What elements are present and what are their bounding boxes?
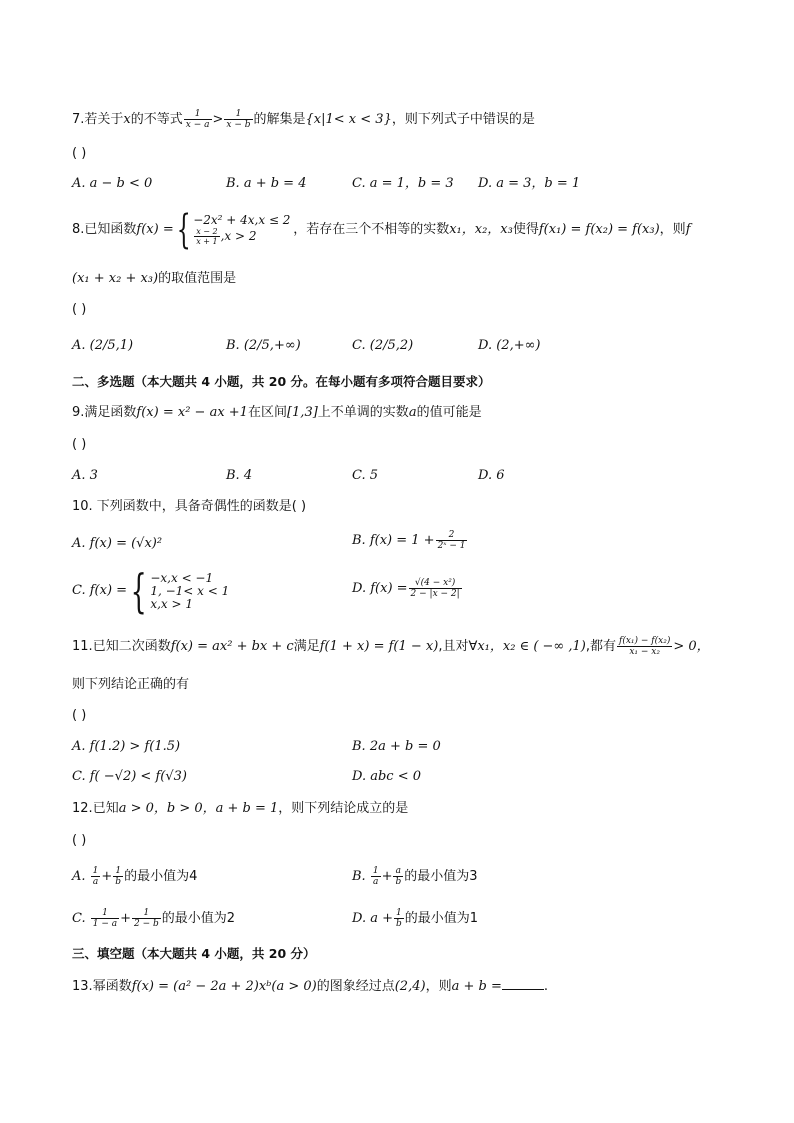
q7-option-d: D. a = 3，b = 1 — [478, 176, 581, 191]
question-12: 12.已知a > 0，b > 0，a + b = 1，则下列结论成立的是 — [72, 801, 409, 816]
q8-option-a: A. (2/5,1) — [72, 338, 134, 353]
q7-option-a: A. a − b < 0 — [72, 176, 153, 191]
q9-option-a: A. 3 — [72, 468, 98, 483]
section-heading-fill-in: 三、填空题（本大题共 4 小题，共 20 分） — [72, 946, 316, 961]
q10-option-d: D. f(x) = $\frac{\text{√(4 − x²)}}{2 - |x - 2|}$ — [352, 578, 460, 599]
q8-option-d: D. (2,+∞) — [478, 338, 541, 353]
q12-option-a: A. $\frac{1}{a}$ + $\frac{1}{b}$ 的最小值为4 — [72, 866, 198, 887]
q11-option-c: C. f( −√2) < f(√3) — [72, 769, 187, 784]
q11-option-d: D. abc < 0 — [352, 769, 422, 784]
q11-option-b: B. 2a + b = 0 — [352, 739, 441, 754]
q11-option-a: A. f(1.2) > f(1.5) — [72, 739, 181, 754]
q10-option-b: B. f(x) = 1 + $\frac{2}{\text{2ˣ − 1}}$ — [352, 530, 466, 551]
question-8-line2: (x₁ + x₂ + x₃)的取值范围是 — [72, 271, 237, 286]
q7-option-c: C. a = 1，b = 3 — [352, 176, 454, 191]
q8-option-b: B. (2/5,+∞) — [226, 338, 301, 353]
q8-option-c: C. (2/5,2) — [352, 338, 414, 353]
q9-option-d: D. 6 — [478, 468, 505, 483]
question-11: 11.已知二次函数f(x) = ax² + bx + c满足f(1 + x) = f(1 − x),且对∀x₁，x₂ ∈ ( −∞ ,1),都有 $\frac{\text{f(x₁) − f(x₂)}}{\text{x₁ − x₂}}$ > 0， — [72, 636, 710, 657]
question-13: 13.幂函数f(x) = (a² − 2a + 2)xᵇ(a > 0)的图象经过点(2,4)，则a + b = . — [72, 979, 548, 994]
answer-paren: ( ) — [72, 833, 87, 848]
answer-blank[interactable] — [502, 977, 544, 990]
piecewise-cases: −2x² + 4x,x ≤ 2 $\frac{x - 2}{x + 1}$ ,x > 2 — [193, 212, 291, 246]
q12-option-d: D. a + $\frac{1}{b}$ 的最小值为1 — [352, 908, 479, 929]
q12-option-c: C. $\frac{1}{1 - a}$ + $\frac{1}{2 - b}$ 的最小值为2 — [72, 908, 236, 929]
answer-paren: ( ) — [72, 708, 87, 723]
question-9: 9.满足函数f(x) = x² − ax +1在区间[1,3]上不单调的实数a的值可能是 — [72, 405, 482, 420]
q10-option-c: C. f(x) ={ −x,x < −1 1, −1< x < 1 x,x > 1 — [72, 564, 230, 618]
fraction: $\frac{1}{x - a}$ — [185, 109, 210, 130]
question-11-line2: 则下列结论正确的有 — [72, 677, 190, 692]
q7-option-b: B. a + b = 4 — [226, 176, 307, 191]
answer-paren: ( ) — [72, 146, 87, 161]
q10-option-a: A. f(x) = (√x)² — [72, 536, 163, 551]
answer-paren: ( ) — [72, 302, 87, 317]
section-heading-multiple-choice: 二、多选题（本大题共 4 小题，共 20 分。在每小题有多项符合题目要求） — [72, 374, 491, 389]
q9-option-c: C. 5 — [352, 468, 379, 483]
q9-option-b: B. 4 — [226, 468, 253, 483]
question-8: 8.已知函数f(x) ={ −2x² + 4x,x ≤ 2 $\frac{x - 2}{x + 1}$ ,x > 2 ，若存在三个不相等的实数x₁，x₂，x₃使得f(x₁) = f(x₂) = f(x₃)，则f — [72, 206, 691, 253]
question-10: 10. 下列函数中，具备奇偶性的函数是( ) — [72, 499, 307, 514]
brace: { — [176, 206, 191, 253]
fraction: $\frac{1}{x - b}$ — [226, 109, 251, 130]
question-7: 7.若关于x的不等式 $\frac{1}{x - a}$ > $\frac{1}{x - b}$ 的解集是{x|1< x < 3}，则下列式子中错误的是 — [72, 109, 535, 130]
q7-number: 7. — [72, 112, 85, 127]
answer-paren: ( ) — [72, 437, 87, 452]
q12-option-b: B. $\frac{1}{a}$ + $\frac{a}{b}$ 的最小值为3 — [352, 866, 478, 887]
